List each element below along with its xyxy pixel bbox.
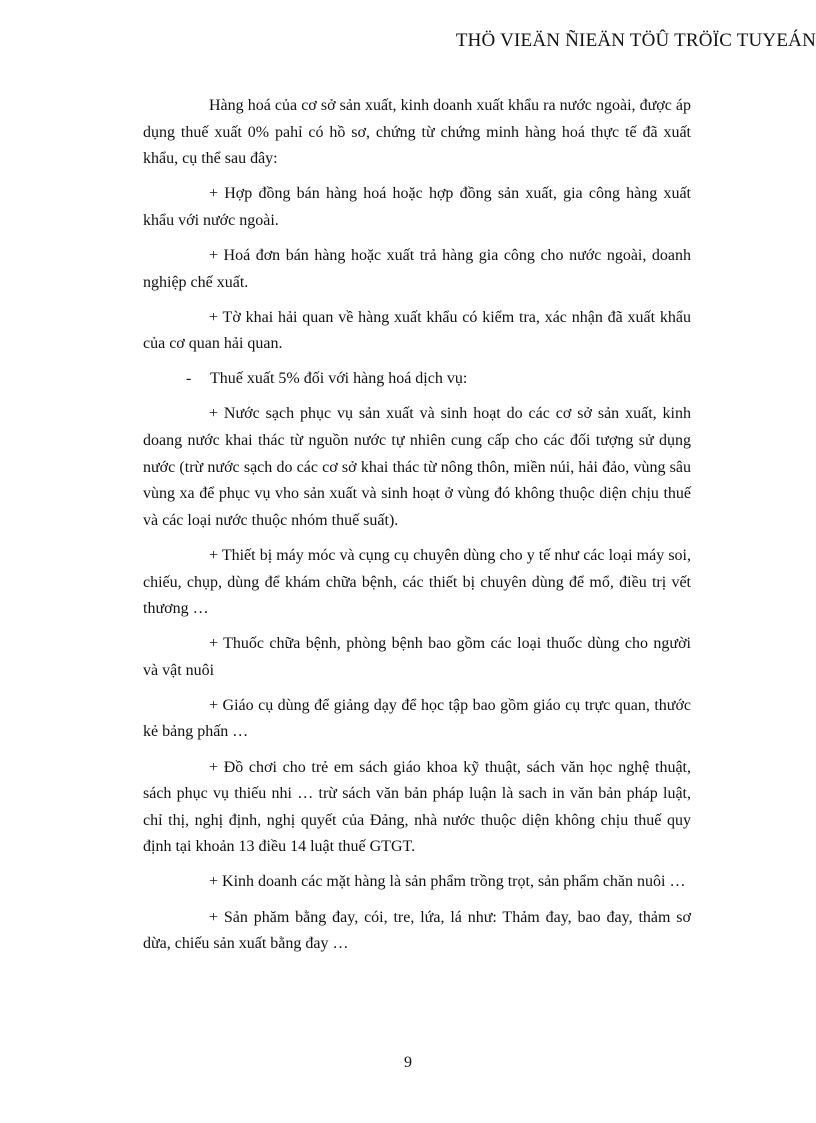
list-item-customs-declaration: + Tờ khai hải quan về hàng xuất khẩu có kiểm tra, xác nhận đã xuất khẩu của cơ quan hải quan. (143, 308, 691, 353)
section-heading-text: Thuế xuất 5% đối với hàng hoá dịch vụ: (210, 370, 468, 388)
paragraph-export-documents: Hàng hoá của cơ sở sản xuất, kinh doanh xuất khẩu ra nước ngoài, được áp dụng thuế xuất 0% pahỉ có hồ sơ, chứng từ chứng minh hàng hoá thực tế đã xuất khẩu, cụ thể sau đây: (143, 97, 691, 168)
list-item-agricultural-products: + Kinh doanh các mặt hàng là sản phẩm trồng trọt, sản phẩm chăn nuôi … (209, 873, 686, 891)
page-header: THÖ VIEÄN ÑIEÄN TÖÛ TRÖÏC TUYEÁN (455, 30, 816, 51)
document-body (143, 93, 691, 966)
dash-bullet: - (186, 370, 192, 388)
list-item-clean-water: + Nước sạch phục vụ sản xuất và sinh hoạt do các cơ sở sản xuất, kinh doang nước khai thác từ nguồn nước tự nhiên cung cấp cho các đối tượng sử dụng nước (trừ nước sạch do các cơ sở khai thác từ nông thôn, miền núi, hải đảo, vùng sâu vùng xa để phục vụ vho sản xuất và sinh hoạt ở vùng đó không thuộc diện chịu thuế và các loại nước thuộc nhóm thuế suất). (143, 405, 691, 529)
list-item-medical-equipment: + Thiết bị máy móc và cụng cụ chuyên dùng cho y tế như các loại máy soi, chiếu, chụp, dùng để khám chữa bệnh, các thiết bị chuyên dùng để mổ, điều trị vết thương … (143, 546, 691, 618)
list-item-toys-books: + Đồ chơi cho trẻ em sách giáo khoa kỹ thuật, sách văn học nghệ thuật, sách phục vụ thiếu nhi … trừ sách văn bản pháp luận là sach in văn bản pháp luật, chỉ thị, nghị định, nghị quyết của Đảng, nhà nước thuộc diện không chịu thuế quy định tại khoản 13 điều 14 luật thuế GTGT. (143, 758, 691, 856)
section-heading-5-percent (143, 366, 691, 393)
list-item-jute-products: + Sản phăm bằng đay, cói, tre, lứa, lá như: Thảm đay, bao đay, thảm sơ dừa, chiếu sản xuất bằng đay … (143, 908, 691, 953)
list-item-teaching-aids: + Giáo cụ dùng để giảng dạy để học tập bao gồm giáo cụ trực quan, thước kẻ bảng phấn … (143, 696, 691, 741)
list-item-invoice: + Hoá đơn bán hàng hoặc xuất trả hàng gia công cho nước ngoài, doanh nghiệp chế xuất. (143, 246, 691, 291)
list-item-contract: + Hợp đồng bán hàng hoá hoặc hợp đồng sản xuất, gia công hàng xuất khẩu với nước ngoài. (143, 185, 691, 229)
list-item-medicine: + Thuốc chữa bệnh, phòng bệnh bao gồm các loại thuốc dùng cho người và vật nuôi (143, 635, 691, 679)
page-number: 9 (404, 1054, 412, 1071)
